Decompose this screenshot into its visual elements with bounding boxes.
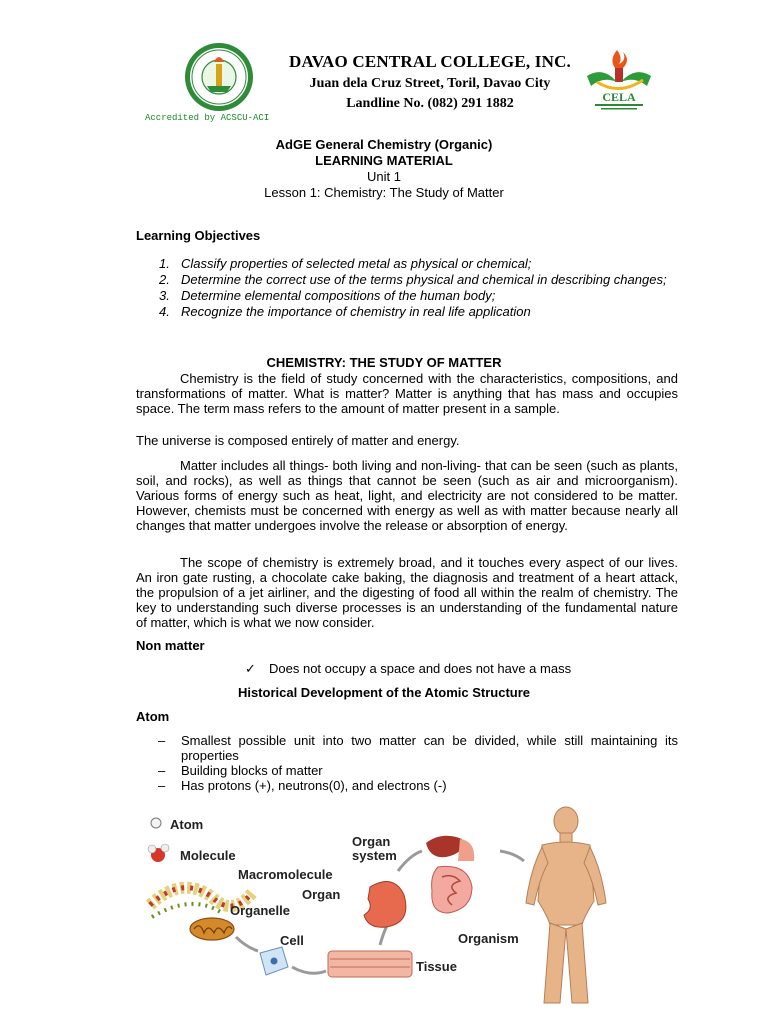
label-organ-system-1: Organ (352, 834, 391, 849)
paragraph-4: The scope of chemistry is extremely broad, and it touches every aspect of our lives. An iron gate rusting, a chocolate cake baking, the diagnosis and treatment of a heart attack, the propulsion of a jet airliner, and the digesting of food all within the realm of chemistry. The key to understanding such diverse processes is an understanding of the fundamental nature of matter, which is what we now consider. (136, 555, 678, 630)
paragraph-3: Matter includes all things- both living and non-living- that can be seen (such as plants, soil, and rocks), as well as things that cannot be seen (such as air and microorganism). Various forms of energy such as heat, light, and electricity are not considered to be matter. However, chemists must be concerned with energy as well as with matter because nearly all changes that matter undergoes involve the release or absorption of energy. (136, 458, 678, 533)
non-matter-item: ✓ Does not occupy a space and does not have a mass (245, 661, 572, 676)
objective-item: 3. Determine elemental compositions of the human body; (159, 288, 496, 303)
paragraph-1: Chemistry is the field of study concerned with the characteristics, compositions, and transformations of matter. What is matter? Matter is anything that has mass and occupies space. The term mass refers to the amount of matter present in a sample. (136, 371, 678, 416)
objectives-heading: Learning Objectives (136, 228, 261, 243)
organ-illustration (364, 882, 406, 928)
atom-illustration (151, 818, 161, 828)
unit-label: Unit 1 (367, 169, 401, 184)
history-title: Historical Development of the Atomic Structure (237, 685, 531, 700)
arrow-organelle-cell (236, 937, 258, 951)
atom-list-item: – Building blocks of matter (158, 763, 323, 778)
paragraph-2: The universe is composed entirely of matter and energy. (136, 433, 460, 448)
molecule-illustration (148, 844, 169, 862)
organ-system-illustration (426, 836, 474, 913)
organism-illustration (526, 807, 606, 1003)
label-organism: Organism (458, 931, 519, 946)
atom-list (136, 733, 678, 793)
title-block (0, 137, 768, 201)
label-macromolecule: Macromolecule (238, 867, 333, 882)
label-organ: Organ (302, 887, 341, 902)
college-address: Juan dela Cruz Street, Toril, Davao City (309, 76, 551, 91)
section-title: CHEMISTRY: THE STUDY OF MATTER (266, 355, 502, 370)
atom-list-item: – Has protons (+), neutrons(0), and electrons (-) (158, 778, 447, 793)
college-header (280, 52, 580, 112)
accreditation-text: Accredited by ACSCU-ACI (145, 113, 270, 123)
label-organelle: Organelle (230, 903, 290, 918)
atom-list-item: – Smallest possible unit into two matter can be divided, while still maintaining its properties (158, 733, 678, 763)
college-name: DAVAO CENTRAL COLLEGE, INC. (288, 52, 572, 71)
objectives-list (136, 256, 678, 320)
atom-heading: Atom (136, 709, 170, 724)
label-atom: Atom (170, 817, 204, 832)
label-organ-system-2: system (352, 848, 397, 863)
arrow-organ-system (398, 851, 422, 871)
arrow-cell-tissue (292, 967, 326, 973)
college-landline: Landline No. (082) 291 1882 (346, 96, 514, 111)
label-cell: Cell (280, 933, 304, 948)
objective-item: 4. Recognize the importance of chemistry in real life application (159, 304, 531, 319)
cela-logo (583, 46, 655, 114)
arrow-system-organism (500, 851, 524, 861)
checkmark-icon: ✓ (245, 661, 256, 676)
organelle-illustration (190, 918, 234, 940)
objective-item: 1. Classify properties of selected metal as physical or chemical; (159, 256, 532, 271)
biological-hierarchy-diagram (142, 805, 636, 1005)
label-molecule: Molecule (180, 848, 236, 863)
material-title: LEARNING MATERIAL (315, 153, 453, 168)
lesson-title: Lesson 1: Chemistry: The Study of Matter (264, 185, 504, 200)
cell-illustration (260, 947, 288, 975)
objective-item: 2. Determine the correct use of the terms physical and chemical in describing changes; (159, 272, 667, 287)
course-title: AdGE General Chemistry (Organic) (275, 137, 493, 152)
tissue-illustration (328, 951, 412, 977)
label-tissue: Tissue (416, 959, 457, 974)
non-matter-heading: Non matter (136, 638, 205, 653)
college-seal-logo (164, 40, 274, 114)
cela-logo-text: CELA (602, 90, 636, 104)
